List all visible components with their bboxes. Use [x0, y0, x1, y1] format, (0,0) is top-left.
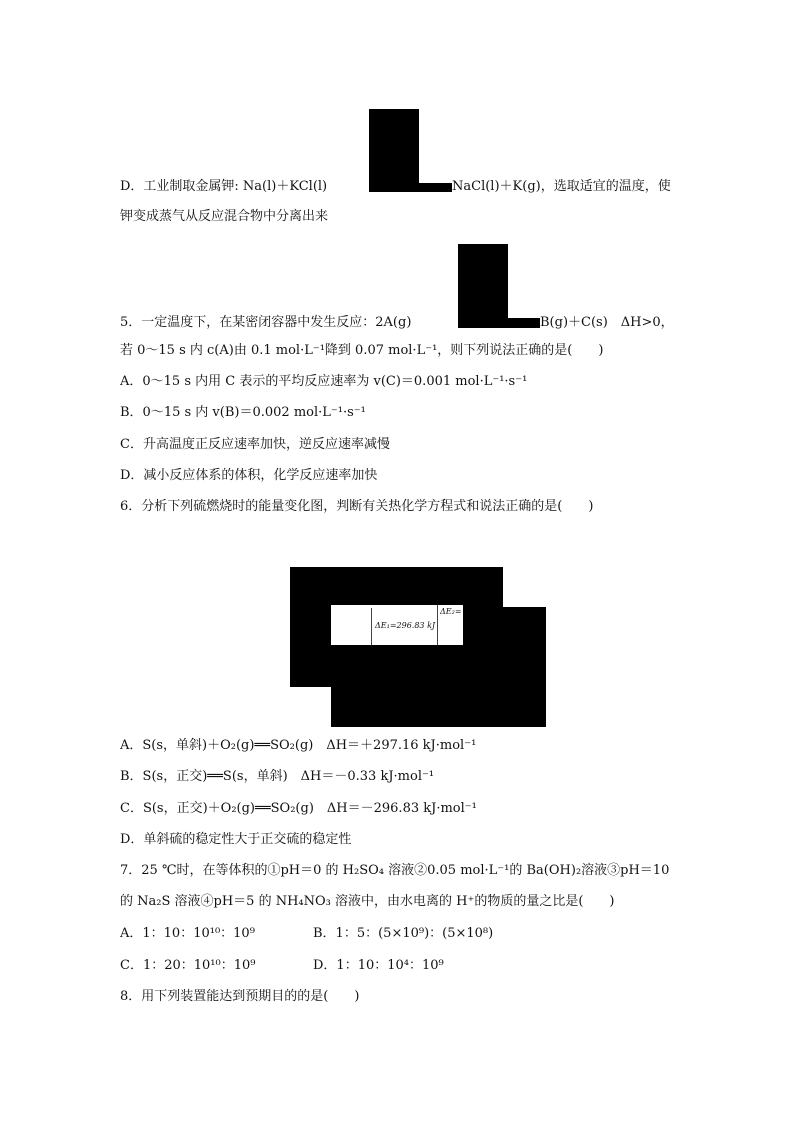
q5-option-c: C．升高温度正反应速率加快，逆反应速率减慢 [120, 437, 390, 452]
diagram-arrow-2 [437, 605, 438, 645]
q6-option-c: C．S(s，正交)＋O₂(g)══SO₂(g) ΔH＝－296.83 kJ·mol⁻¹ [120, 801, 477, 816]
q7-stem-line1: 7．25 ℃时，在等体积的①pH＝0 的 H₂SO₄ 溶液②0.05 mol·L⁻¹的 Ba(OH)₂溶液③pH＝10 [120, 863, 670, 878]
q4-option-d-line1a: D．工业制取金属钾: Na(l)＋KCl(l) [120, 179, 328, 194]
q5-option-d: D．减小反应体系的体积，化学反应速率加快 [120, 468, 378, 483]
diagram-redaction-bottom [331, 687, 504, 727]
q5-stem-line2: 若 0～15 s 内 c(A)由 0.1 mol·L⁻¹降到 0.07 mol·L⁻¹，则下列说法正确的是( ) [120, 343, 604, 358]
q7-option-b: B．1：5：(5×10⁹)：(5×10⁸) [313, 926, 494, 941]
q6-stem: 6．分析下列硫燃烧时的能量变化图，判断有关热化学方程式和说法正确的是( ) [120, 499, 594, 514]
diagram-label-delta-e2: ΔE₂= [440, 607, 462, 616]
q7-option-c: C．1：20：10¹⁰：10⁹ [120, 958, 256, 973]
diagram-label-delta-e1: ΔE₁=296.83 kJ [375, 621, 436, 630]
q4-option-d-line2: 钾变成蒸气从反应混合物中分离出来 [120, 209, 329, 224]
q5-option-b: B．0～15 s 内 v(B)＝0.002 mol·L⁻¹·s⁻¹ [120, 405, 366, 420]
q5-option-a: A．0～15 s 内用 C 表示的平均反应速率为 v(C)＝0.001 mol·L⁻¹·s⁻¹ [120, 374, 528, 389]
q5-stem-line1b: B(g)＋C(s) ΔH>0， [540, 315, 674, 330]
diagram-redaction-right [503, 607, 546, 727]
redacted-arrow-block-1-base [410, 183, 452, 192]
q5-stem-line1a: 5．一定温度下，在某密闭容器中发生反应：2A(g) [120, 315, 412, 330]
q4-option-d-line1b: NaCl(l)＋K(g)，选取适宜的温度，使 [452, 179, 671, 194]
q6-option-a: A．S(s，单斜)＋O₂(g)══SO₂(g) ΔH＝＋297.16 kJ·mol⁻¹ [120, 738, 477, 753]
q7-option-a: A．1：10：10¹⁰：10⁹ [120, 926, 255, 941]
diagram-arrow-1 [371, 608, 372, 645]
q6-option-b: B．S(s，正交)══S(s，单斜) ΔH＝－0.33 kJ·mol⁻¹ [120, 769, 435, 784]
redacted-arrow-block-2-base [500, 318, 540, 328]
q7-option-d: D．1：10：10⁴：10⁹ [313, 958, 444, 973]
redacted-arrow-block-1-top [369, 109, 419, 192]
q8-stem: 8．用下列装置能达到预期目的的是( ) [120, 989, 360, 1004]
redacted-arrow-block-2-top [458, 244, 508, 328]
q6-option-d: D．单斜硫的稳定性大于正交硫的稳定性 [120, 832, 352, 847]
q7-stem-line2: 的 Na₂S 溶液④pH＝5 的 NH₄NO₃ 溶液中，由水电离的 H⁺的物质的量之比是( ) [120, 894, 615, 909]
